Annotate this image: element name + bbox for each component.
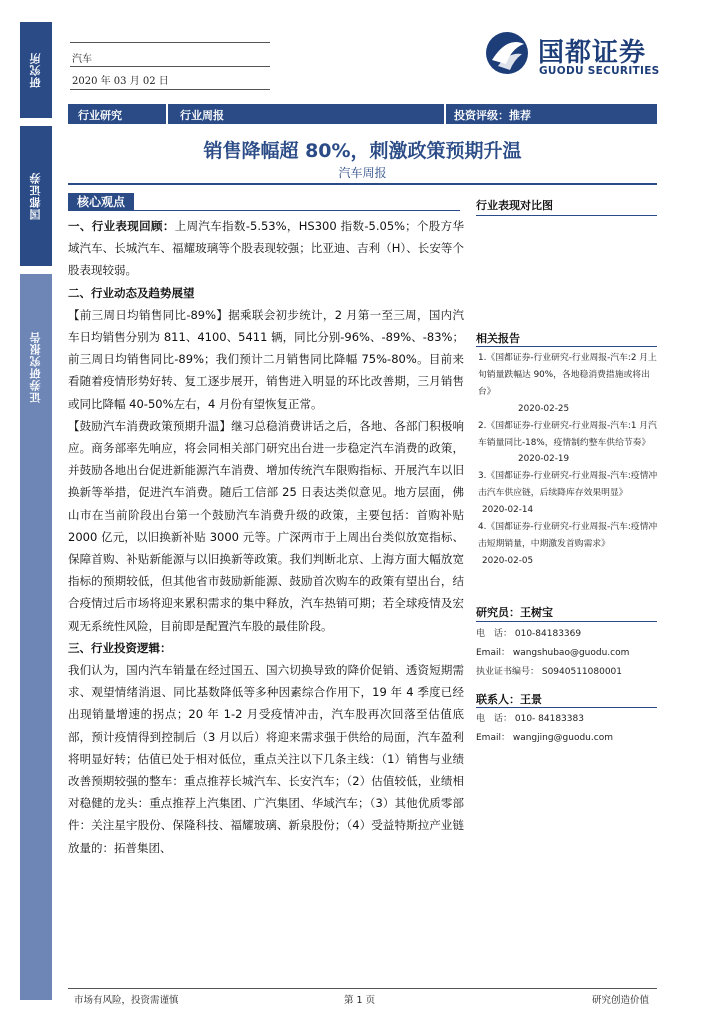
core-view-label: 核心观点 [68,193,134,211]
main-text-column [68,215,464,859]
logo-text-cn: 国都证券 [538,38,647,68]
page-number: 第 1 页 [344,995,376,1006]
researcher-phone: 电 话： 010-84183369 [476,629,582,639]
footer-divider [68,988,657,989]
sidebar-segment-institute: 研究所 [20,22,52,118]
contact-email: Email： wangjing@guodu.com [476,733,613,743]
meta-divider-bottom [70,89,270,90]
category-label: 行业研究 [78,109,122,122]
section-performance: 一、行业表现回顾：上周汽车指数-5.53%，HS300 指数-5.05%；个股方华域汽车、长城汽车、福耀玻璃等个股表现较强；比亚迪、吉利（H）、长安等个股表现较弱。 [68,219,464,278]
report-date: 2020-02-25 [518,403,570,414]
company-logo [484,30,664,80]
related-reports-heading: 相关报告 [476,332,520,345]
chart-heading: 行业表现对比图 [476,199,553,212]
researcher-email: Email： wangshubao@guodu.com [476,648,630,658]
rating-label: 投资评级：推荐 [454,109,531,122]
bar-separator [166,104,168,124]
sector-label: 汽车 [72,54,92,65]
contact-underline [476,707,657,708]
title-divider [68,183,657,185]
report-date: 2020-02-14 [482,505,534,516]
logo-mark-icon [484,30,530,76]
researcher-license: 执业证书编号： S0940511080001 [476,667,623,677]
meta-divider-top [70,42,270,43]
researcher-heading: 研究员：王树宝 [476,606,553,619]
sidebar-segment-company: 国都证券 [20,126,52,266]
report-item: 4.《国都证券-行业研究-行业周报-汽车:疫情冲击短期销量，中期激发首购需求》 [478,522,658,549]
footer-risk-notice: 市场有风险，投资需谨慎 [74,995,179,1006]
left-sidebar [20,22,52,1000]
report-date: 2020 年 03 月 02 日 [72,76,169,87]
contact-details [476,710,613,748]
report-item: 2.《国都证券-行业研究-行业周报-汽车:1 月汽车销量同比-18%，疫情制约整车供给节奏》 [478,420,657,448]
chart-heading-underline [476,215,657,216]
report-item: 3.《国都证券-行业研究-行业周报-汽车:疫情冲击汽车供应链，后续降库存效果明显》 [478,471,658,499]
paragraph-sales: 【前三周日均销售同比-89%】据乘联会初步统计，2 月第一至三周，国内汽车日均销售分别为 811、4100、5411 辆，同比分别-96%、-89%、-83%；前三周日均销售同比-89%；我们预计二月销售同比降幅 75%-80%。目前来看随着疫情形势好转、复工逐步展开，销售进入明显的环比改善期，三月销售或同比降幅 40-50%左右，4 月份有望恢复正常。 [68,307,464,411]
report-title: 销售降幅超 80%，刺激政策预期升温 [203,140,522,162]
logo-text-en: GUODU SECURITIES [539,65,660,77]
footer-slogan: 研究创造价值 [592,995,650,1006]
related-reports-underline [476,346,657,347]
paragraph-policy: 【鼓励汽车消费政策预期升温】继习总稳消费讲话之后，各地、各部门积极响应。商务部率先响应，将会同相关部门研究出台进一步稳定汽车消费的政策，并鼓励各地出台促进新能源汽车消费、增加传统汽车限购指标、开展汽车以旧换新等举措，促进汽车消费。随后工信部 25 日表达类似意见。地方层面，佛山市在当前阶段出台第一个鼓励汽车消费升级的政策，主要包括：首购补贴 2000 亿元，以旧换新补贴 3000 元等。广深两市于上周出台类似放宽指标、保障首购、补贴新能源与以旧换新等政策。我们判断北京、上海方面大幅放宽指标的预期较低，但其他省市鼓励新能源、鼓励首次购车的政策有望出台，结合疫情过后市场将迎来累积需求的集中释放，汽车热销可期；若全球疫情及宏观无系统性风险，目前即是配置汽车股的最佳阶段。 [68,418,464,633]
bar-separator [444,104,446,124]
report-item: 1.《国都证券-行业研究-行业周报-汽车:2 月上旬销量跌幅达 90%，各地稳消费措施或将出台》 [478,353,657,397]
section-logic-heading: 三、行业投资逻辑： [68,640,172,655]
related-reports-list [478,350,660,570]
contact-phone: 电 话： 010- 84183383 [476,714,584,724]
core-view-underline [134,210,460,211]
researcher-details [476,625,629,682]
researcher-underline [476,621,657,622]
report-date: 2020-02-05 [482,555,534,566]
report-category-bar [68,104,657,124]
meta-divider-middle [70,66,270,67]
report-subtitle: 汽车周报 [338,166,387,180]
section-trends-heading: 二、行业动态及趋势展望 [68,285,195,300]
report-date: 2020-02-19 [518,454,570,465]
sidebar-segment-report: 证券研究报告 [20,274,52,1000]
report-type-label: 行业周报 [180,109,224,122]
contact-heading: 联系人：王景 [476,693,542,706]
paragraph-logic: 我们认为，国内汽车销量在经过国五、国六切换导致的降价促销、透资短期需求、观望情绪消退、同比基数降低等多种因素综合作用下，19 年 4 季度已经出现销量增速的拐点；20 年 1-2 月受疫情冲击，汽车股再次回落至估值底部，预计疫情得到控制后（3 月以后）将迎来需求强于供给的局面，汽车盈利将明显好转；估值已处于相对低位，重点关注以下几条主线：（1）销售与业绩改善预期较强的整车：重点推荐长城汽车、长安汽车；（2）估值较低，业绩相对稳健的龙头：重点推荐上汽集团、广汽集团、华域汽车；（3）其他优质零部件：关注星宇股份、保隆科技、福耀玻璃、新泉股份；（4）受益特斯拉产业链放量的：拓普集团、 [68,663,464,855]
